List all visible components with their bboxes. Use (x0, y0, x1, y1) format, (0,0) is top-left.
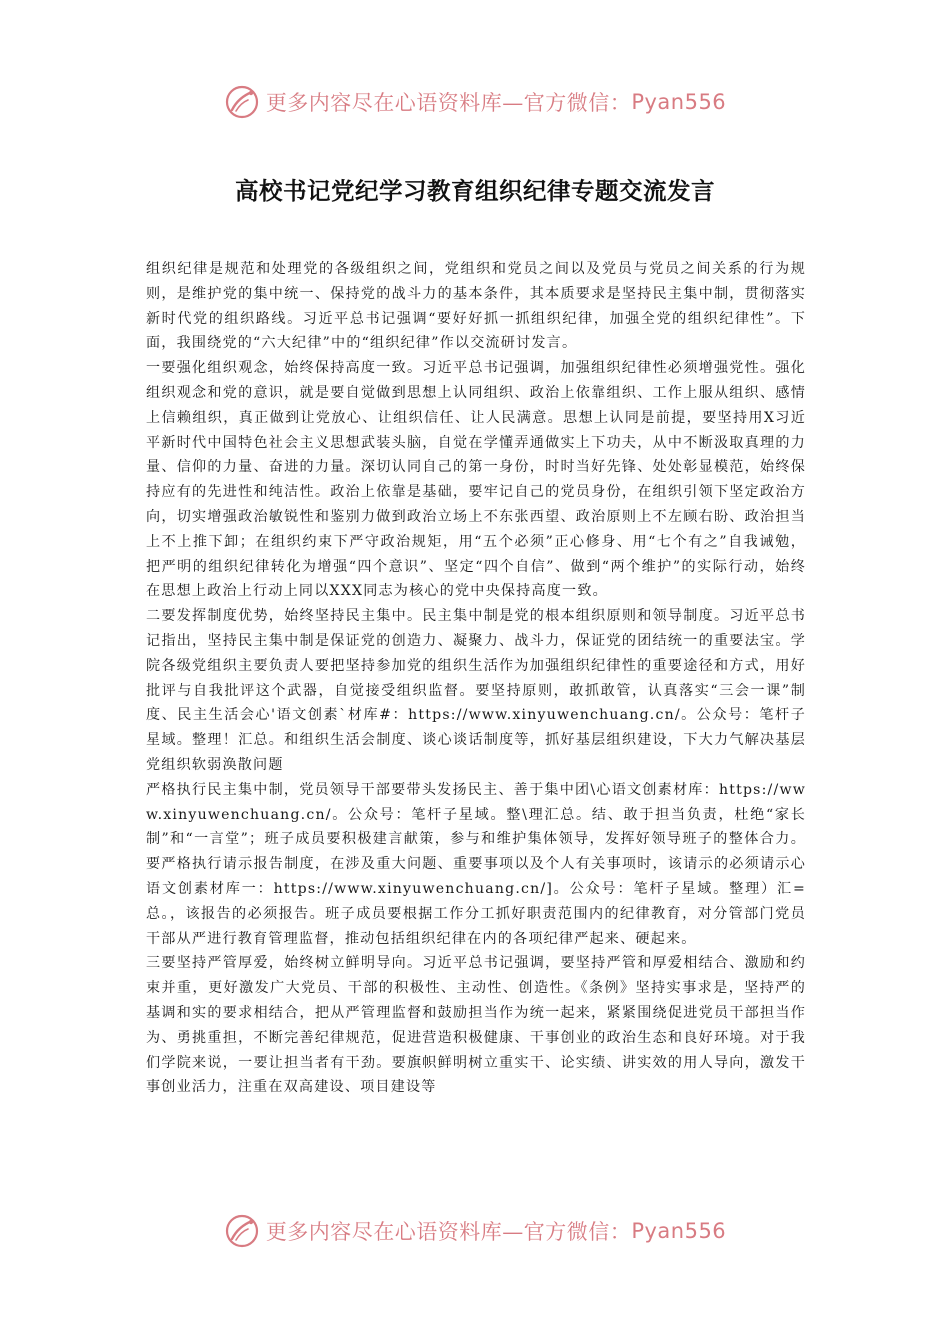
header-watermark-banner (0, 82, 950, 122)
paragraph-intro: 组织纪律是规范和处理党的各级组织之间，党组织和党员之间以及党员与党员之间关系的行为规则，是维护党的集中统一、保持党的战斗力的基本条件，其本质要求是坚持民主集中制，贯彻落实新时代党的组织路线。习近平总书记强调“要好好抓一抓组织纪律，加强全党的组织纪律性”。下面，我围绕党的“六大纪律”中的“组织纪律”作以交流研讨发言。 (146, 261, 806, 352)
paragraph-section-three: 三要坚持严管厚爱，始终树立鲜明导向。习近平总书记强调，要坚持严管和厚爱相结合、激励和约束并重，更好激发广大党员、干部的积极性、主动性、创造性。《条例》坚持实事求是，坚持严的基调和实的要求相结合，把从严管理监督和鼓励担当作为统一起来，紧紧围绕促进党员干部担当作为、勇挑重担，不断完善纪律规范，促进营造积极健康、干事创业的政治生态和良好环境。对于我们学院来说，一要让担当者有干劲。要旗帜鲜明树立重实干、论实绩、讲实效的用人导向，激发干事创业活力，注重在双高建设、项目建设等 (146, 955, 806, 1096)
brush-logo-icon (224, 84, 260, 120)
paragraph-section-two-continued: 严格执行民主集中制，党员领导干部要带头发扬民主、善于集中团\心语文创素材库：https://www.xinyuwenchuang.cn/。公众号：笔杆子星域。整\理汇总。结、敢于担当负责，杜绝“家长制”和“一言堂”；班子成员要积极建言献策，参与和维护集体领导，发挥好领导班子的整体合力。要严格执行请示报告制度，在涉及重大问题、重要事项以及个人有关事项时，该请示的必须请示心语文创素材库一：https://www.xinyuwenchuang.cn/]。公众号：笔杆子星域。整理）汇=总。，该报告的必须报告。班子成员要根据工作分工抓好职责范围内的纪律教育，对分管部门党员干部从严进行教育管理监督，推动包括组织纪律在内的各项纪律严起来、硬起来。 (146, 781, 806, 947)
paragraph-section-two: 二要发挥制度优势，始终坚持民主集中。民主集中制是党的根本组织原则和领导制度。习近平总书记指出，坚持民主集中制是保证党的创造力、凝聚力、战斗力，保证党的团结统一的重要法宝。学院各级党组织主要负责人要把坚持参加党的组织生活作为加强组织纪律性的重要途径和方式，用好批评与自我批评这个武器，自觉接受组织监督。要坚持原则，敢抓敢管，认真落实“三会一课”制度、民主生活会心'语文创素`材库#：https://www.xinyuwenchuang.cn/。公众号：笔杆子星域。整理！汇总。和组织生活会制度、谈心谈话制度等，抓好基层组织建设，下大力气解决基层党组织软弱涣散问题 (146, 608, 806, 773)
document-title: 高校书记党纪学习教育组织纪律专题交流发言 (235, 177, 715, 205)
footer-watermark-banner (0, 1211, 950, 1251)
banner-wechat-id: Pyan556 (631, 90, 727, 114)
document-body (146, 257, 806, 1100)
banner-text: 更多内容尽在心语资料库—官方微信： (265, 91, 632, 115)
brush-logo-icon (224, 1213, 260, 1249)
paragraph-section-one: 一要强化组织观念，始终保持高度一致。习近平总书记强调，加强组织纪律性必须增强党性。强化组织观念和党的意识，就是要自觉做到思想上认同组织、政治上依靠组织、工作上服从组织、感情上信赖组织，真正做到让党放心、让组织信任、让人民满意。思想上认同是前提，要坚持用X习近平新时代中国特色社会主义思想武装头脑，自觉在学懂弄通做实上下功夫，从中不断汲取真理的力量、信仰的力量、奋进的力量。深切认同自己的第一身份，时时当好先锋、处处彰显模范，始终保持应有的先进性和纯洁性。政治上依靠是基础，要牢记自己的党员身份，在组织引领下坚定政治方向，切实增强政治敏锐性和鉴别力做到政治立场上不东张西望、政治原则上不左顾右盼、政治担当上不上推下卸；在组织约束下严守政治规矩，用“五个必须”正心修身、用“七个有之”自我诫勉，把严明的组织纪律转化为增强“四个意识”、坚定“四个自信”、做到“两个维护”的实际行动，始终在思想上政治上行动上同以XXX同志为核心的党中央保持高度一致。 (146, 360, 806, 600)
banner-wechat-id: Pyan556 (631, 1219, 727, 1243)
banner-text: 更多内容尽在心语资料库—官方微信： (265, 1220, 632, 1244)
